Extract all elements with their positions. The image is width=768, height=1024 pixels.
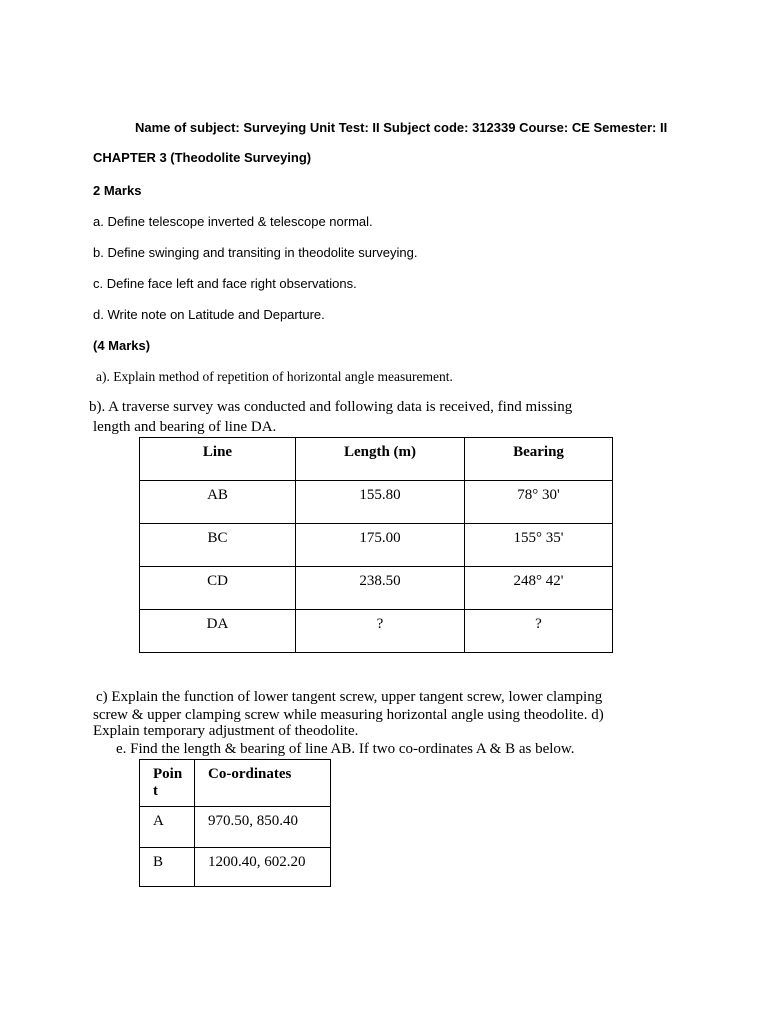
table-cell: CD [140, 567, 296, 610]
table-cell: A [140, 807, 195, 848]
table-cell: 175.00 [296, 524, 465, 567]
question-4c-line3: Explain temporary adjustment of theodolite. [93, 723, 359, 739]
question-4c-line2: screw & upper clamping screw while measuring horizontal angle using theodolite. d) [93, 707, 604, 723]
table-cell: 238.50 [296, 567, 465, 610]
question-4e: e. Find the length & bearing of line AB. If two co-ordinates A & B as below. [116, 741, 575, 757]
table-cell: ? [465, 610, 613, 653]
table-header-row [140, 438, 613, 481]
table-header-cell: Length (m) [296, 438, 465, 481]
table-header-cell: Bearing [465, 438, 613, 481]
section-4marks-title: (4 Marks) [93, 338, 151, 353]
table-cell: AB [140, 481, 296, 524]
chapter-title: CHAPTER 3 (Theodolite Surveying) [93, 150, 312, 165]
section-2marks-title: 2 Marks [93, 183, 142, 198]
table-row [140, 807, 331, 848]
question-2c: c. Define face left and face right observations. [93, 276, 357, 291]
table-cell: BC [140, 524, 296, 567]
table-header-row [140, 760, 331, 807]
table-cell: 155.80 [296, 481, 465, 524]
table-cell: 155° 35' [465, 524, 613, 567]
table-cell: DA [140, 610, 296, 653]
question-2b: b. Define swinging and transiting in theodolite surveying. [93, 245, 418, 260]
question-4b-line2: length and bearing of line DA. [93, 419, 277, 435]
table-cell: 970.50, 850.40 [195, 807, 331, 848]
table-cell: 248° 42' [465, 567, 613, 610]
question-4b-line1: b). A traverse survey was conducted and following data is received, find missing [89, 399, 573, 415]
table-header-cell: Poin t [140, 760, 195, 807]
table-cell: 78° 30' [465, 481, 613, 524]
traverse-table [139, 437, 613, 653]
table-cell: 1200.40, 602.20 [195, 848, 331, 887]
question-4a: a). Explain method of repetition of horizontal angle measurement. [96, 369, 453, 384]
table-row [140, 610, 613, 653]
question-2d: d. Write note on Latitude and Departure. [93, 307, 325, 322]
table-cell: ? [296, 610, 465, 653]
table-header-cell: Line [140, 438, 296, 481]
table-row [140, 848, 331, 887]
exam-header: Name of subject: Surveying Unit Test: II Subject code: 312339 Course: CE Semester: II [135, 120, 668, 135]
table-row [140, 567, 613, 610]
table-header-cell: Co-ordinates [195, 760, 331, 807]
table-row [140, 481, 613, 524]
table-cell: B [140, 848, 195, 887]
question-4c-line1: c) Explain the function of lower tangent screw, upper tangent screw, lower clamping [96, 689, 603, 705]
question-2a: a. Define telescope inverted & telescope normal. [93, 214, 373, 229]
table-row [140, 524, 613, 567]
coordinates-table [139, 759, 331, 887]
